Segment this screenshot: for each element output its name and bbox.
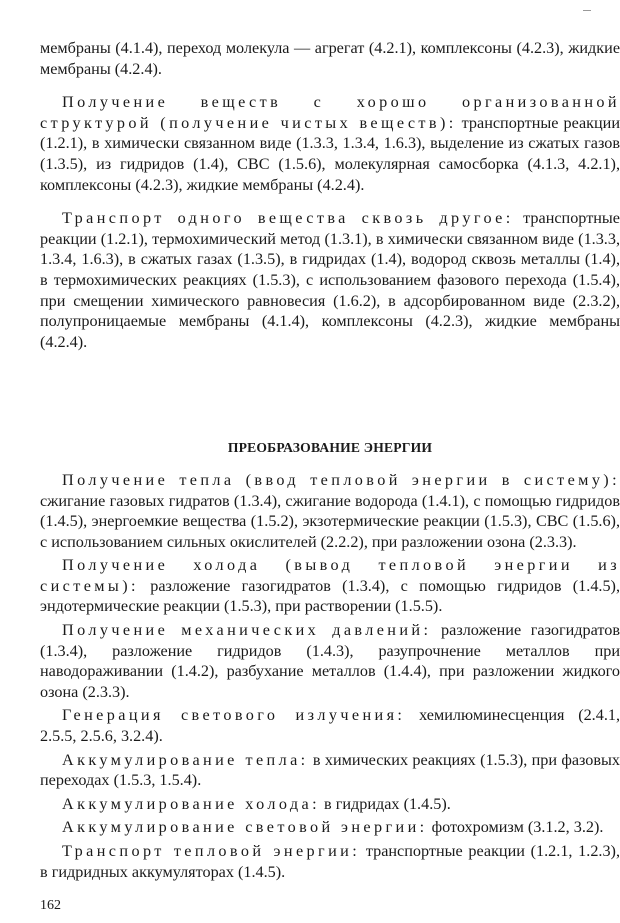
- paragraph-pure-substances: [40, 92, 620, 195]
- body: транспортные реакции (1.2.1, 1.2.3), в гидридных аккумуляторах (1.4.5).: [40, 842, 620, 881]
- term: Получение тепла (ввод тепловой энергии в систему):: [62, 470, 620, 489]
- body: транспортные реакции (1.2.1), термохимический метод (1.3.1), в химически связанном виде (1.3.3, 1.3.4, 1.6.3), в сжатых газах (1.3.5), в гидридах (1.4), водород сквозь металлы (1.4), в термохимических реакциях (1.5.3), с использованием фазового перехода (1.5.4), при смещении химического равновесия (1.6.2), в адсорбированном виде (2.3.2), полупроницаемые мембраны (4.1.4), комплексоны (4.2.3), жидкие мембраны (4.2.4).: [40, 209, 620, 351]
- body: разложение газогидратов (1.3.4), с помощью гидридов (1.4.5), эндотермические реакции (1.5.3), при растворении (1.5.5).: [40, 576, 620, 616]
- intro-paragraph: мембраны (4.1.4), переход молекула — агрегат (4.2.1), комплексоны (4.2.3), жидкие мембраны (4.2.4).: [40, 39, 620, 78]
- paragraph-heat-transport: [40, 841, 620, 882]
- term: Аккумулирование холода:: [62, 794, 320, 813]
- term: Аккумулирование тепла:: [62, 750, 309, 769]
- page-body: [40, 38, 620, 882]
- section-heading: ПРЕОБРАЗОВАНИЕ ЭНЕРГИИ: [227, 440, 433, 456]
- body: в гидридах (1.4.5).: [324, 794, 451, 813]
- term: Транспорт тепловой энергии:: [62, 842, 361, 860]
- term: Получение веществ с хорошо организованной структурой (получение чистых веществ):: [40, 93, 620, 132]
- paragraph-heat: [40, 470, 620, 552]
- body: разложение газогидратов (1.3.4), разложение гидридов (1.4.3), разупрочнение металлов при наводораживании (1.4.2), разбухание металлов (1.4.4), при разложении жидкого озона (2.3.3).: [40, 621, 620, 701]
- page-number: 162: [40, 898, 61, 913]
- paragraph-light: [40, 705, 620, 746]
- term: Транспорт одного вещества сквозь другое:: [62, 209, 514, 228]
- body: в химических реакциях (1.5.3), при фазовых переходах (1.5.3, 1.5.4).: [40, 750, 620, 790]
- body: сжигание газовых гидратов (1.3.4), сжигание водорода (1.4.1), с помощью гидридов (1.4.5), энергоемкие вещества (1.5.2), экзотермические реакции (1.5.3), СВС (1.5.6), с использованием сильных окислителей (2.2.2), при разложении озона (2.3.3).: [40, 491, 620, 551]
- paragraph-transport-substance: [40, 208, 620, 352]
- paragraph-heat-storage: [40, 750, 620, 791]
- term: Аккумулирование световой энергии:: [62, 818, 428, 837]
- paragraph-pressure: [40, 620, 620, 702]
- paragraph-cold-storage: [40, 794, 620, 815]
- term: Получение холода (вывод тепловой энергии из системы):: [40, 556, 620, 595]
- body: транспортные реакции (1.2.1), в химически связанном виде (1.3.3, 1.3.4, 1.6.3), выделение из сжатых газов (1.3.5), из гидридов (1.4), СВС (1.5.6), молекулярная самосборка (4.1.3, 4.2.1), комплексоны (4.2.3), жидкие мембраны (4.2.4).: [40, 113, 620, 194]
- paragraph-light-storage: [40, 817, 620, 838]
- body: фотохромизм (3.1.2, 3.2).: [431, 818, 604, 837]
- term: Получение механических давлений:: [62, 621, 432, 640]
- paragraph-cold: [40, 555, 620, 617]
- term: Генерация светового излучения:: [62, 706, 406, 725]
- margin-mark: [583, 10, 591, 11]
- body: хемилюминесценция (2.4.1, 2.5.5, 2.5.6, 3.2.4).: [40, 706, 620, 746]
